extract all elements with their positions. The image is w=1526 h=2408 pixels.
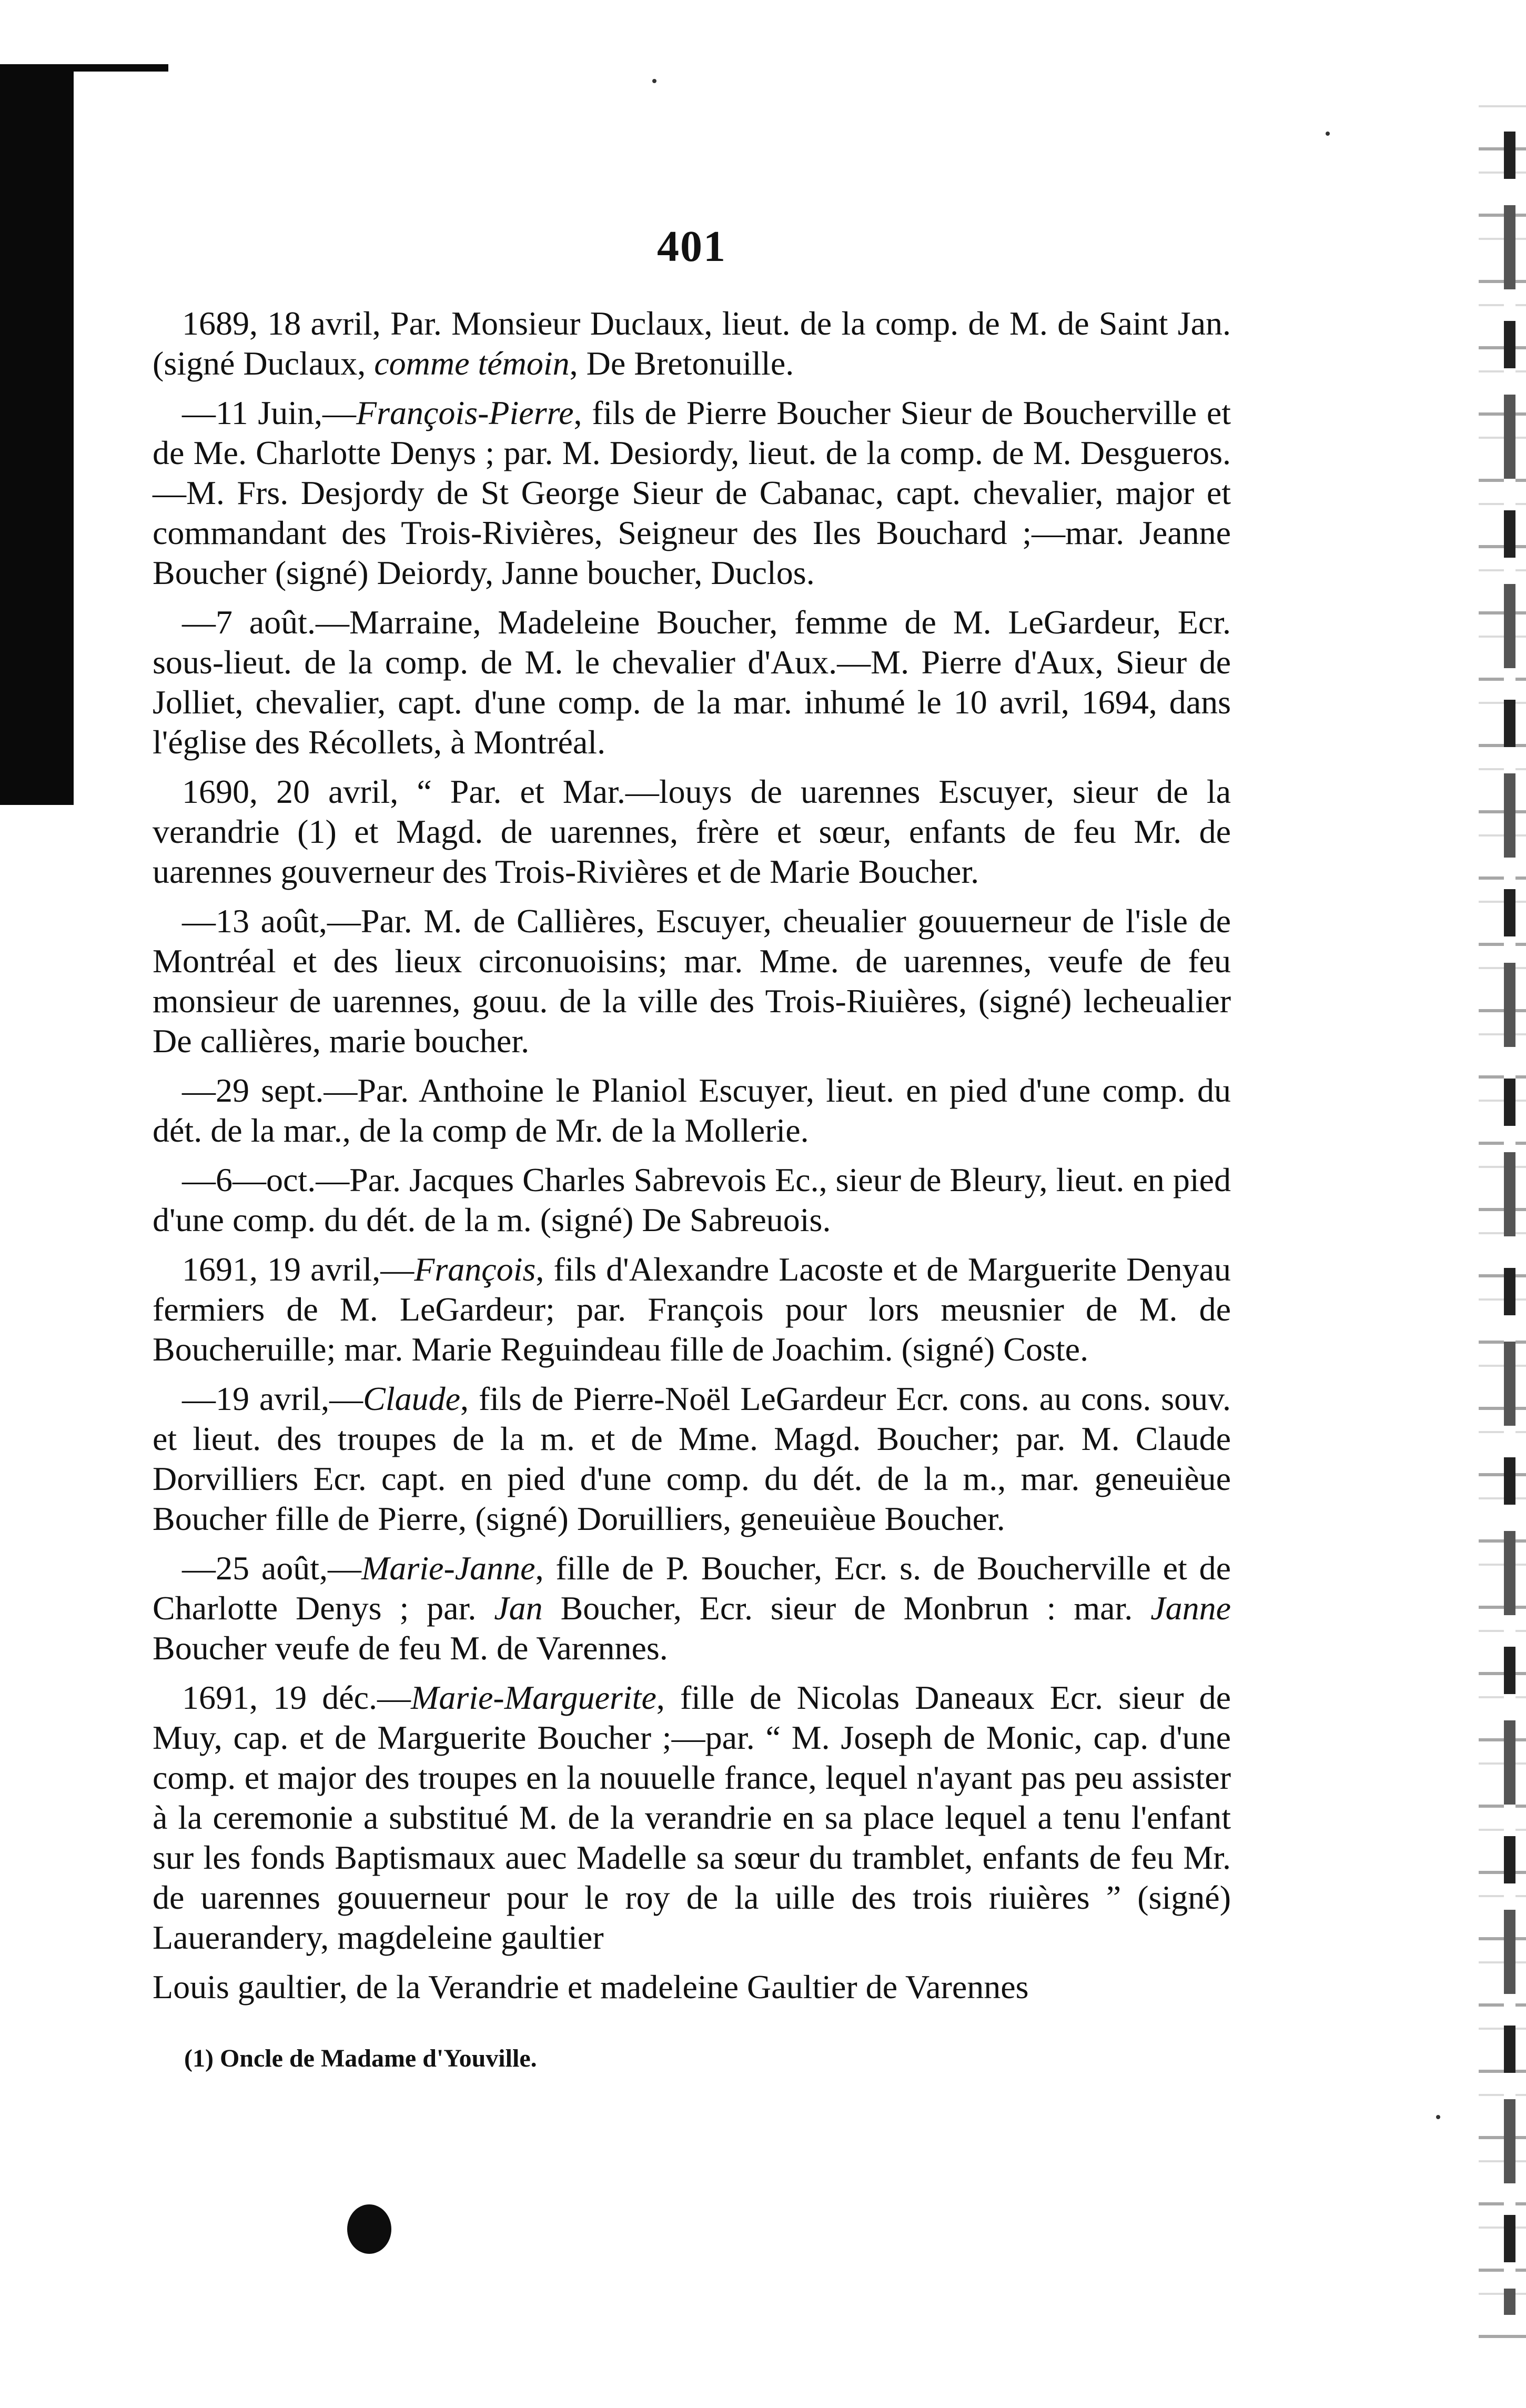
scan-speck bbox=[1436, 2115, 1440, 2119]
text-run: —7 août.—Marraine, Madeleine Boucher, femme de M. LeGardeur, Ecr. sous-lieut. de la comp. de M. le chevalier d'Aux.—M. Pierre d'Aux, Sieur de Jolliet, chevalier, capt. d'une comp. de la mar. inhumé le 10 avril, 1694, dans l'église des Récollets, à Montréal. bbox=[153, 603, 1231, 761]
italic-name: François-Pierre bbox=[356, 394, 574, 431]
paragraph-p9 bbox=[153, 1379, 1231, 1539]
text-run: Boucher, Ecr. sieur de Monbrun : mar. bbox=[542, 1589, 1151, 1627]
text-run: 1691, 19 déc.— bbox=[182, 1679, 411, 1716]
text-run: , fille de P. Boucher, Ecr. s. de Boucherville et de Charlotte Denys ; par. bbox=[153, 1549, 1231, 1627]
text-run: —13 août,—Par. M. de Callières, Escuyer, cheualier gouuerneur de l'isle de Montréal et des lieux circonuoisins; mar. Mme. de uarennes, veufe de feu monsieur de uarennes, gouu. de la ville des Trois-Riuières, (signé) lecheualier De callières, marie boucher. bbox=[153, 902, 1231, 1060]
body-text bbox=[153, 304, 1231, 2007]
text-run: —29 sept.—Par. Anthoine le Planiol Escuyer, lieut. en pied d'une comp. du dét. de la mar., de la comp de Mr. de la Mollerie. bbox=[153, 1072, 1231, 1149]
text-run: Louis gaultier, de la Verandrie et madeleine Gaultier de Varennes bbox=[153, 1968, 1029, 2006]
text-run: , De Bretonuille. bbox=[569, 345, 794, 382]
page-number: 401 bbox=[657, 222, 726, 271]
paragraph-p5 bbox=[153, 901, 1231, 1061]
paragraph-p10 bbox=[153, 1548, 1231, 1668]
paragraph-p6 bbox=[153, 1071, 1231, 1151]
italic-name: Janne bbox=[1150, 1589, 1231, 1627]
footnote: (1) Oncle de Madame d'Youville. bbox=[184, 2044, 537, 2072]
italic-name: comme témoin bbox=[374, 345, 570, 382]
paragraph-p2 bbox=[153, 393, 1231, 593]
scan-edge-noise bbox=[1479, 84, 1526, 2346]
text-run: —19 avril,— bbox=[182, 1380, 363, 1417]
ink-blot bbox=[347, 2204, 391, 2254]
text-run: —6—oct.—Par. Jacques Charles Sabrevois Ec., sieur de Bleury, lieut. en pied d'une comp. du dét. de la m. (signé) De Sabreuois. bbox=[153, 1161, 1231, 1238]
italic-name: Claude bbox=[363, 1380, 461, 1417]
paragraph-p7 bbox=[153, 1160, 1231, 1240]
scan-binding-shadow bbox=[0, 68, 74, 805]
paragraph-p4 bbox=[153, 772, 1231, 892]
text-run: , fils d'Alexandre Lacoste et de Marguerite Denyau fermiers de M. LeGardeur; par. François pour lors meusnier de M. de Boucheruille; mar. Marie Reguindeau fille de Joachim. (signé) Coste. bbox=[153, 1251, 1231, 1368]
text-run: Boucher veufe de feu M. de Varennes. bbox=[153, 1629, 668, 1667]
paragraph-p3 bbox=[153, 602, 1231, 762]
document-page bbox=[153, 221, 1231, 2073]
scan-edge-bar bbox=[1504, 132, 1515, 2315]
italic-name: Marie-Janne bbox=[361, 1549, 535, 1587]
text-run: 1690, 20 avril, “ Par. et Mar.—louys de uarennes Escuyer, sieur de la verandrie (1) et Magd. de uarennes, frère et sœur, enfants de feu Mr. de uarennes gouverneur des Trois-Rivières et de Marie Boucher. bbox=[153, 773, 1231, 890]
text-run: 1691, 19 avril,— bbox=[182, 1251, 415, 1288]
text-run: , fille de Nicolas Daneaux Ecr. sieur de Muy, cap. et de Marguerite Boucher ;—par. “ M. Joseph de Monic, cap. d'une comp. et major des troupes en la nouuelle france, lequel n'ayant pas peu assister à la ceremonie a substitué M. de la verandrie en sa place lequel a tenu l'enfant sur les fonds Baptismaux auec Madelle sa sœur du tramblet, enfants de feu Mr. de uarennes gouuerneur pour le roy de la uille des trois riuières ” (signé) Lauerandery, magdeleine gaultier bbox=[153, 1679, 1231, 1956]
scan-speck bbox=[652, 79, 656, 83]
text-run: —25 août,— bbox=[182, 1549, 362, 1587]
paragraph-p12 bbox=[153, 1967, 1231, 2007]
paragraph-p8 bbox=[153, 1250, 1231, 1369]
text-run: , fils de Pierre-Noël LeGardeur Ecr. cons. au cons. souv. et lieut. des troupes de la m. et de Mme. Magd. Boucher; par. M. Claude Dorvilliers Ecr. capt. en pied d'une comp. du dét. de la m., mar. geneuièue Boucher fille de Pierre, (signé) Doruilliers, geneuièue Boucher. bbox=[153, 1380, 1231, 1537]
italic-name: Marie-Marguerite bbox=[411, 1679, 656, 1716]
italic-name: Jan bbox=[494, 1589, 543, 1627]
paragraph-p11 bbox=[153, 1678, 1231, 1958]
scan-speck bbox=[1326, 132, 1330, 136]
paragraph-p1 bbox=[153, 304, 1231, 384]
text-run: 1689, 18 avril, Par. Monsieur Duclaux, lieut. de la comp. de M. de Saint Jan. (signé Duclaux, bbox=[153, 305, 1231, 382]
text-run: , fils de Pierre Boucher Sieur de Boucherville et de Me. Charlotte Denys ; par. M. Desiordy, lieut. de la comp. de M. Desgueros.—M. Frs. Desjordy de St George Sieur de Cabanac, capt. chevalier, major et commandant des Trois-Rivières, Seigneur des Iles Bouchard ;—mar. Jeanne Boucher (signé) Deiordy, Janne boucher, Duclos. bbox=[153, 394, 1231, 591]
text-run: —11 Juin,— bbox=[182, 394, 356, 431]
italic-name: François bbox=[414, 1251, 536, 1288]
